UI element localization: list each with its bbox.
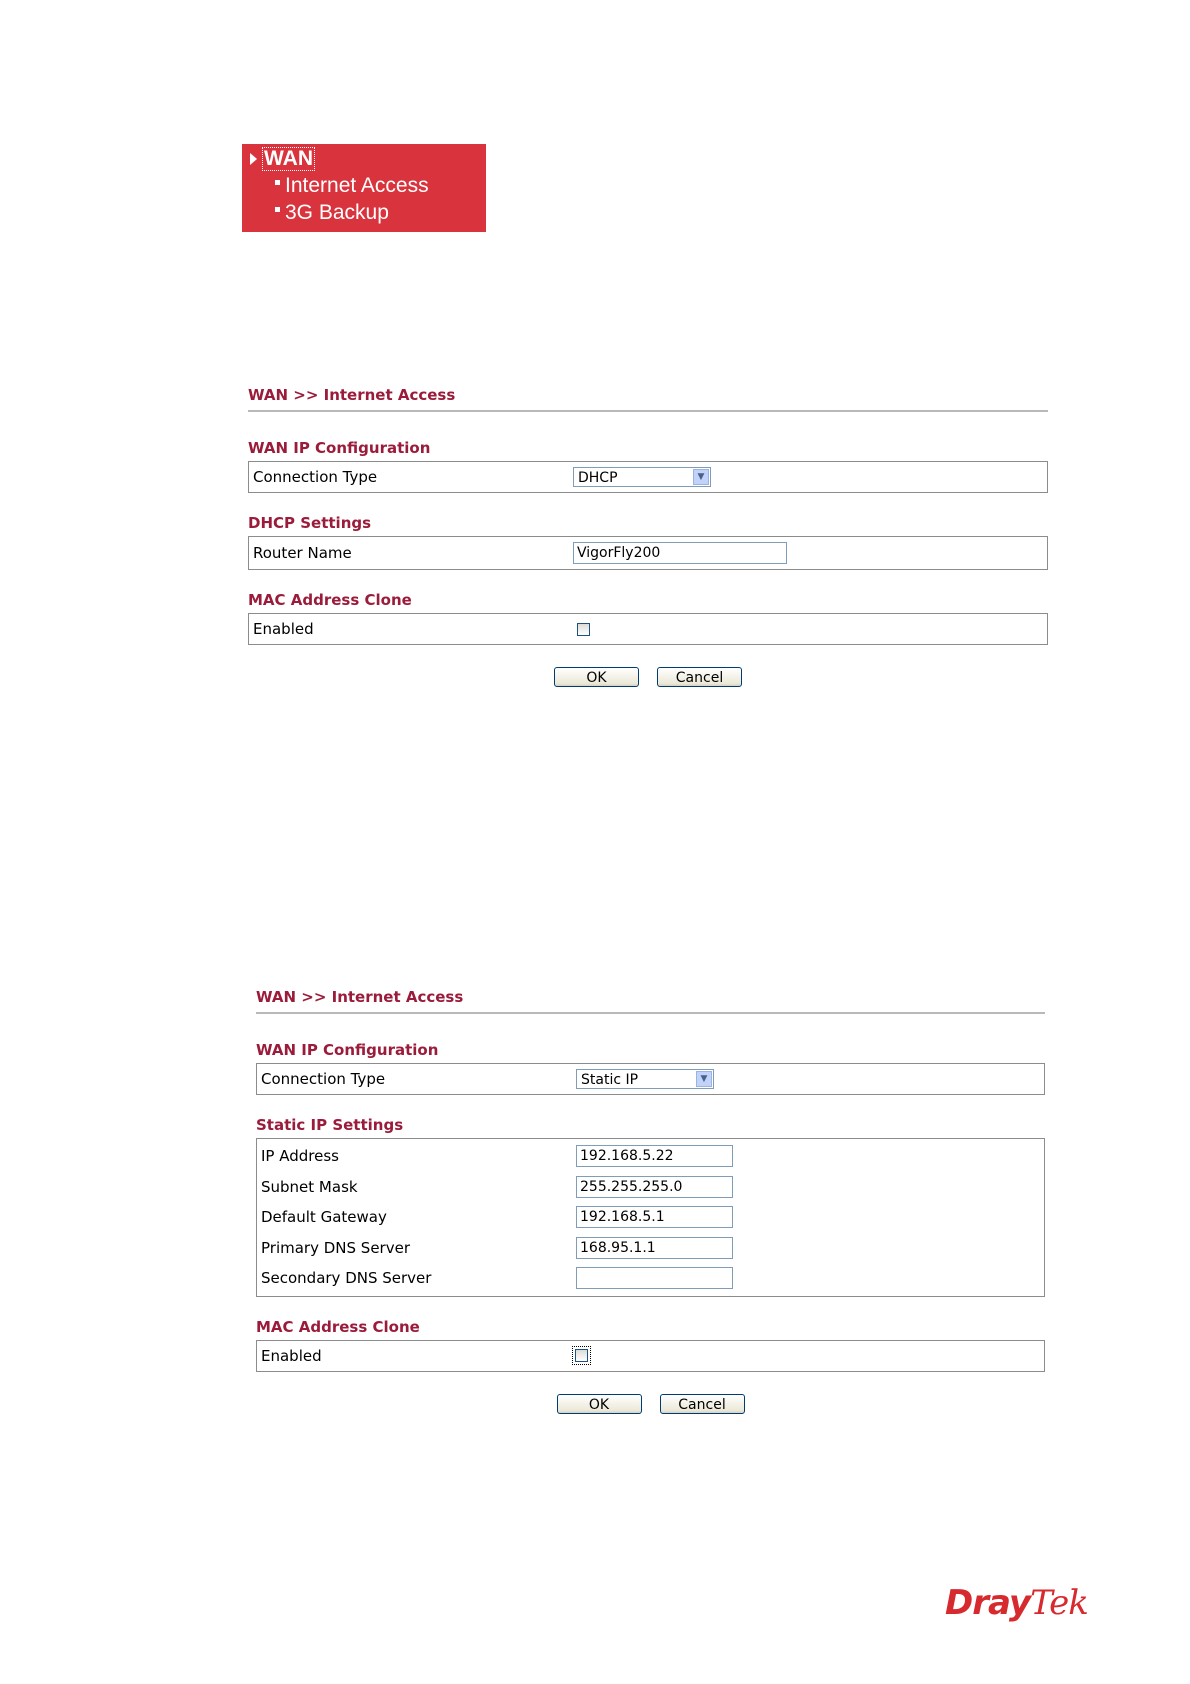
mac-clone-checkbox-focus bbox=[572, 1346, 591, 1365]
bullet-icon bbox=[275, 180, 280, 185]
cancel-button[interactable]: Cancel bbox=[657, 667, 742, 687]
chevron-down-icon[interactable]: ▼ bbox=[696, 1071, 712, 1087]
connection-type-value: Static IP bbox=[581, 1072, 639, 1088]
connection-type-select[interactable] bbox=[573, 467, 711, 487]
dhcp-settings-box bbox=[248, 536, 1048, 570]
triangle-right-icon bbox=[250, 153, 257, 165]
mac-clone-checkbox[interactable] bbox=[577, 623, 590, 636]
static-ip-settings-box bbox=[256, 1138, 1045, 1297]
menu-item-label: Internet Access bbox=[285, 174, 429, 197]
wan-ip-config-title: WAN IP Configuration bbox=[248, 439, 431, 457]
dhcp-panel bbox=[248, 384, 1048, 687]
connection-type-label: Connection Type bbox=[261, 1070, 386, 1088]
enabled-label: Enabled bbox=[253, 620, 314, 638]
subnet-mask-input[interactable]: 255.255.255.0 bbox=[576, 1176, 733, 1198]
enabled-row bbox=[249, 614, 1047, 644]
default-gateway-label: Default Gateway bbox=[261, 1208, 387, 1227]
logo-part-dray: Dray bbox=[945, 1583, 1031, 1623]
mac-clone-checkbox[interactable] bbox=[575, 1349, 588, 1362]
wan-ip-config-box bbox=[248, 461, 1048, 493]
enabled-label: Enabled bbox=[261, 1346, 322, 1365]
mac-clone-box bbox=[256, 1340, 1045, 1372]
secondary-dns-input[interactable] bbox=[576, 1267, 733, 1289]
ip-address-input[interactable]: 192.168.5.22 bbox=[576, 1145, 733, 1167]
connection-type-select[interactable] bbox=[576, 1069, 714, 1089]
cancel-button[interactable]: Cancel bbox=[660, 1394, 745, 1414]
connection-type-row bbox=[257, 1064, 1044, 1094]
ok-button[interactable]: OK bbox=[554, 667, 639, 687]
menu-item-label: 3G Backup bbox=[285, 201, 389, 224]
subnet-mask-label: Subnet Mask bbox=[261, 1177, 358, 1196]
menu-item-internet-access[interactable] bbox=[275, 174, 429, 198]
default-gateway-input[interactable]: 192.168.5.1 bbox=[576, 1206, 733, 1228]
connection-type-value: DHCP bbox=[578, 470, 618, 486]
connection-type-label: Connection Type bbox=[253, 468, 378, 486]
static-ip-panel bbox=[256, 986, 1045, 1414]
mac-clone-box bbox=[248, 613, 1048, 645]
wan-menu-header[interactable] bbox=[250, 147, 315, 171]
primary-dns-input[interactable]: 168.95.1.1 bbox=[576, 1237, 733, 1259]
router-name-label: Router Name bbox=[253, 544, 352, 562]
primary-dns-row bbox=[257, 1233, 1044, 1264]
wan-menu bbox=[242, 144, 486, 232]
bullet-icon bbox=[275, 207, 280, 212]
primary-dns-label: Primary DNS Server bbox=[261, 1238, 410, 1257]
mac-clone-title: MAC Address Clone bbox=[248, 591, 412, 609]
router-name-row bbox=[249, 537, 1047, 569]
wan-menu-title: WAN bbox=[264, 147, 313, 170]
breadcrumb: WAN >> Internet Access bbox=[256, 986, 1045, 1014]
menu-item-3g-backup[interactable] bbox=[275, 201, 389, 225]
dhcp-settings-title: DHCP Settings bbox=[248, 514, 372, 532]
chevron-down-icon[interactable]: ▼ bbox=[693, 469, 709, 485]
logo-part-tek: Tek bbox=[1030, 1583, 1088, 1623]
enabled-row bbox=[257, 1341, 1044, 1371]
mac-clone-title: MAC Address Clone bbox=[256, 1317, 420, 1336]
connection-type-row bbox=[249, 462, 1047, 492]
secondary-dns-label: Secondary DNS Server bbox=[261, 1269, 432, 1288]
router-name-input[interactable]: VigorFly200 bbox=[573, 542, 787, 564]
wan-ip-config-title: WAN IP Configuration bbox=[256, 1041, 439, 1059]
wan-ip-config-box bbox=[256, 1063, 1045, 1095]
button-row bbox=[248, 667, 1048, 687]
ok-button[interactable]: OK bbox=[557, 1394, 642, 1414]
static-ip-settings-title: Static IP Settings bbox=[256, 1116, 404, 1134]
ip-address-row bbox=[257, 1141, 1044, 1172]
breadcrumb: WAN >> Internet Access bbox=[248, 384, 1048, 412]
button-row bbox=[256, 1394, 1045, 1414]
secondary-dns-row bbox=[257, 1263, 1044, 1294]
default-gateway-row bbox=[257, 1202, 1044, 1233]
ip-address-label: IP Address bbox=[261, 1147, 339, 1166]
draytek-logo bbox=[945, 1582, 1088, 1624]
subnet-mask-row bbox=[257, 1172, 1044, 1203]
